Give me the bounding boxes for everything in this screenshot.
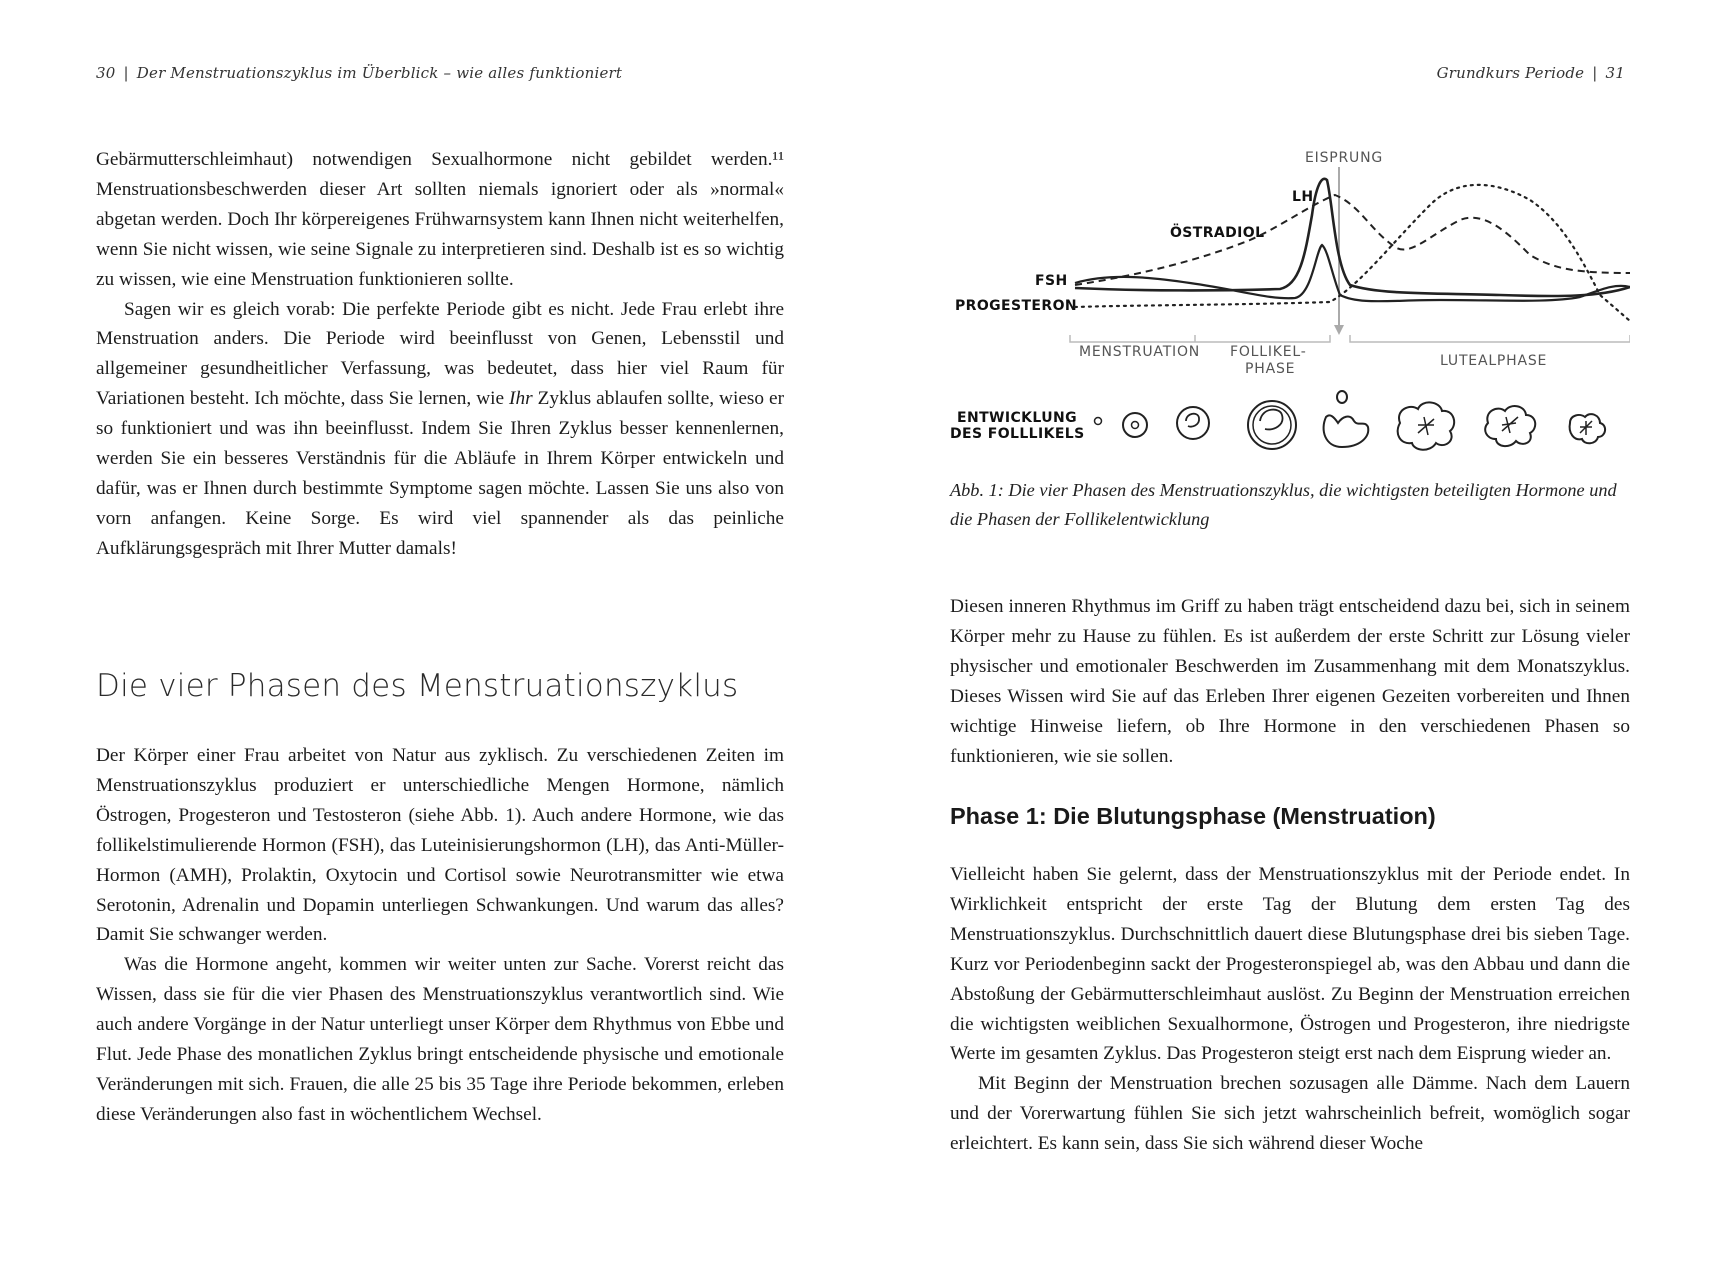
left-page	[0, 0, 856, 1270]
running-head-title-left: Der Menstruationszyklus im Überblick – wie alles funktioniert	[136, 64, 623, 82]
paragraph: Was die Hormone angeht, kommen wir weiter unten zur Sache. Vorerst reicht das Wissen, dass sie für die vier Phasen des Menstruationszyklus verantwortlich sind. Wie auch andere Vorgänge in der Natur unterliegt unser Körper dem Rhythmus von Ebbe und Flut. Jede Phase des monatlichen Zyklus bringt entscheidende physische und emotionale Veränderungen mit sich. Frauen, die alle 25 bis 35 Tage ihre Periode bekommen, erleben diese Veränderungen also fast in wöchentlichem Wechsel.	[96, 954, 784, 1125]
figure-caption: Abb. 1: Die vier Phasen des Menstruationszyklus, die wichtigsten beteiligten Hormone und die Phasen der Follikelentwicklung	[950, 480, 1617, 529]
label-progesteron: PROGESTERON	[955, 298, 1077, 314]
text-run: Zyklus ablaufen sollte, wieso er so funktioniert und was ihn beeinflusst. Indem Sie Ihren Zyklus besser kennenlernen, werden Sie ein besseres Verständnis für die Abläufe in Ihrem Körper entwickeln und dafür, was er Ihnen durch bestimmte Symptome sagen möchte. Lassen Sie uns also von vorn anfangen. Keine Sorge. Es wird viel spannender als das peinliche Aufklärungsgespräch mit Ihrer Mutter damals!	[96, 388, 784, 559]
right-text-block-1	[950, 592, 1630, 771]
follicle-stage-6	[1398, 402, 1455, 449]
follicle-stage-8	[1570, 414, 1605, 443]
running-head-title-right: Grundkurs Periode	[1436, 64, 1585, 82]
label-fsh: FSH	[1035, 273, 1068, 289]
page-number-left: 30	[96, 64, 116, 82]
page-number-right: 31	[1605, 64, 1625, 82]
ovulation-arrow	[1334, 325, 1344, 335]
phase-follikel-line1: FOLLIKEL-	[1230, 344, 1307, 360]
paragraph: Gebärmutterschleimhaut) notwendigen Sexualhormone nicht gebildet werden.¹¹ Menstruationsbeschwerden dieser Art sollten niemals ignoriert oder als »normal« abgetan werden. Doch Ihr körpereigenes Frühwarnsystem kann Ihnen nicht weiterhelfen, wenn Sie nicht wissen, wie seine Signale zu interpretieren sind. Deshalb ist es so wichtig zu wissen, wie eine Menstruation funktionieren sollte.	[96, 149, 784, 290]
label-eisprung: EISPRUNG	[1305, 150, 1383, 166]
bracket-follicular	[1070, 335, 1330, 342]
paragraph: Der Körper einer Frau arbeitet von Natur aus zyklisch. Zu verschiedenen Zeiten im Menstruationszyklus produziert er unterschiedliche Mengen Hormone, nämlich Östrogen, Progesteron und Testosteron (siehe Abb. 1). Auch andere Hormone, wie das follikelstimulierende Hormon (FSH), das Luteinisierungshormon (LH), das Anti-Müller-Hormon (AMH), Prolaktin, Oxytocin und Cortisol sowie Neurotransmitter wie etwa Serotonin, Adrenalin und Dopamin unterliegen Schwankungen. Und warum das alles? Damit Sie schwanger werden.	[96, 745, 784, 946]
label-oestradiol: ÖSTRADIOL	[1170, 225, 1265, 241]
label-lh: LH	[1292, 189, 1314, 205]
phase-luteal: LUTEALPHASE	[1440, 353, 1548, 369]
follicle-stage-5	[1324, 391, 1369, 447]
paragraph: Mit Beginn der Menstruation brechen sozusagen alle Dämme. Nach dem Lauern und der Vorerwartung fühlen Sie sich jetzt wahrscheinlich befreit, womöglich sogar erleichtert. Es kann sein, dass Sie sich während dieser Woche	[950, 1073, 1630, 1155]
follicle-label-line1: ENTWICKLUNG	[957, 410, 1078, 426]
curve-fsh	[1075, 245, 1630, 301]
running-head-right: Grundkurs Periode | 31	[1436, 64, 1625, 82]
right-text-block-2	[950, 860, 1630, 1159]
left-text-block-2	[96, 741, 784, 1130]
follicle-stage-4	[1248, 401, 1296, 449]
paragraph: Diesen inneren Rhythmus im Griff zu haben trägt entscheidend dazu bei, sich in seinem Körper mehr zu Hause zu fühlen. Es ist außerdem der erste Schritt zur Lösung vieler physischer und emotionaler Beschwerden im Zusammenhang mit dem Monatszyklus. Dieses Wissen wird Sie auf das Erleben Ihrer eigenen Gezeiten vorbereiten und Ihnen wichtige Hinweise liefern, ob Ihre Hormone in den verschiedenen Phasen so funktionieren, wie sie sollen.	[950, 596, 1630, 767]
emphasis: Ihr	[509, 388, 533, 410]
hormone-cycle-figure	[940, 145, 1630, 460]
follicle-stage-3	[1177, 407, 1209, 439]
follicle-stage-1	[1095, 418, 1102, 425]
paragraph	[96, 295, 784, 564]
left-text-block-1	[96, 145, 784, 564]
section-heading: Die vier Phasen des Menstruationszyklus	[96, 668, 739, 704]
text-run: Sagen wir es gleich vorab: Die perfekte Periode gibt es nicht. Jede Frau erlebt ihre Menstruation anders. Die Periode wird beeinflusst von Genen, Lebensstil und allgemeiner gesundheitlicher Verfassung, was bedeutet, dass hier viel Raum für Variationen besteht. Ich möchte, dass Sie lernen, wie	[96, 298, 784, 410]
bracket-luteal	[1350, 335, 1630, 342]
follicle-label-line2: DES FOLLLIKELS	[950, 426, 1085, 442]
phase-follikel-line2: PHASE	[1245, 361, 1296, 377]
follicle-stage-7	[1485, 406, 1535, 446]
paragraph: Vielleicht haben Sie gelernt, dass der Menstruationszyklus mit der Periode endet. In Wirklichkeit entspricht der erste Tag der Blutung dem ersten Tag des Menstruationszyklus. Durchschnittlich dauert diese Blutungsphase drei bis sieben Tage. Kurz vor Periodenbeginn sackt der Progesteronspiegel ab, was den Abbau und dann die Abstoßung der Gebärmutterschleimhaut auslöst. Zu Beginn der Menstruation erreichen die wichtigsten weiblichen Sexualhormone, Östrogen und Progesteron, ihre niedrigste Werte im gesamten Zyklus. Das Progesteron steigt erst nach dem Eisprung wieder an.	[950, 864, 1630, 1065]
phase-1-heading: Phase 1: Die Blutungsphase (Menstruation)	[950, 803, 1436, 829]
follicle-stage-2	[1123, 413, 1147, 437]
phase-menstruation: MENSTRUATION	[1079, 344, 1201, 360]
curve-oestradiol	[1075, 195, 1630, 285]
running-head-left: 30 | Der Menstruationszyklus im Überblick – wie alles funktioniert	[96, 64, 623, 82]
